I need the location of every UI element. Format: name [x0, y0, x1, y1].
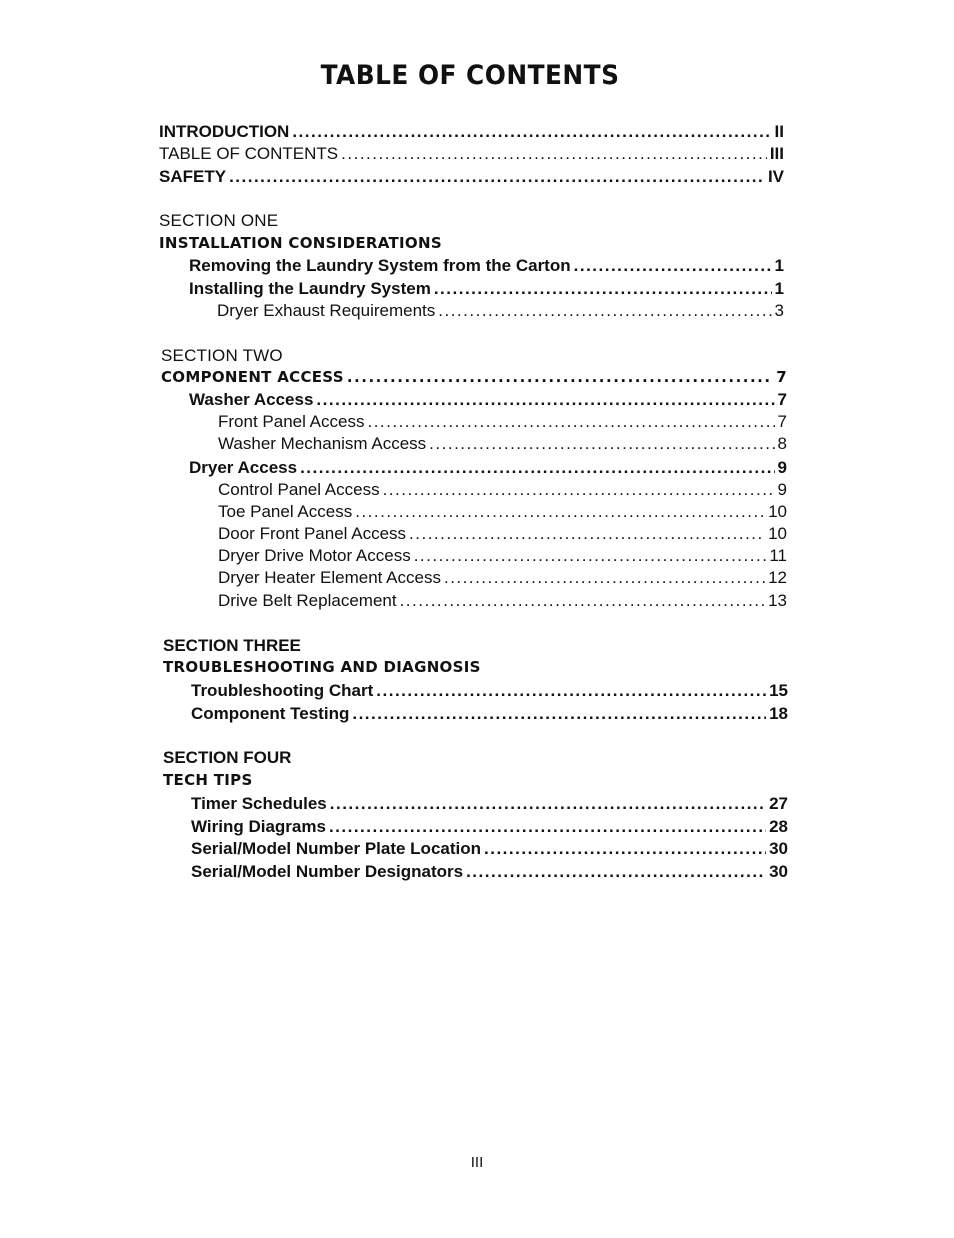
toc-entry	[218, 545, 787, 567]
toc-entry-label: Front Panel Access	[218, 412, 365, 431]
dot-leader	[229, 166, 765, 188]
toc-entry	[191, 793, 788, 815]
toc-entry-label: Removing the Laundry System from the Carton	[189, 256, 571, 275]
toc-entry	[191, 861, 788, 883]
dot-leader	[341, 143, 767, 165]
dot-leader	[352, 703, 766, 725]
toc-entry-page: 10	[768, 502, 787, 521]
toc-entry-label: Dryer Exhaust Requirements	[217, 301, 436, 320]
toc-entry-label: Timer Schedules	[191, 794, 327, 813]
toc-entry-page: 12	[768, 568, 787, 587]
toc-entry-label: Serial/Model Number Plate Location	[191, 839, 482, 858]
toc-entry	[217, 300, 784, 322]
dot-leader	[484, 838, 766, 860]
toc-entry-page: 11	[769, 546, 787, 565]
toc-entry	[189, 255, 784, 277]
dot-leader	[347, 366, 773, 388]
dot-leader	[444, 567, 765, 589]
toc-entry-page: 28	[769, 817, 788, 836]
section-heading: TROUBLESHOOTING AND DIAGNOSIS	[163, 658, 481, 676]
toc-entry-label: Washer Mechanism Access	[218, 434, 427, 453]
section-heading-row	[161, 366, 787, 388]
toc-entry-page: II	[774, 122, 784, 141]
dot-leader	[300, 457, 774, 479]
toc-entry-page: 30	[769, 862, 788, 881]
toc-entry-label: Dryer Drive Motor Access	[218, 546, 411, 565]
toc-entry	[218, 411, 787, 433]
toc-entry-introduction	[159, 121, 784, 143]
dot-leader	[409, 523, 765, 545]
dot-leader	[316, 389, 774, 411]
dot-leader	[438, 300, 771, 322]
dot-leader	[434, 278, 772, 300]
dot-leader	[429, 433, 774, 455]
toc-entry-page: 3	[774, 301, 784, 320]
toc-entry-label: INTRODUCTION	[159, 122, 290, 141]
section-label: SECTION TWO	[161, 346, 283, 365]
toc-entry	[218, 590, 787, 612]
dot-leader	[367, 411, 774, 433]
dot-leader	[355, 501, 765, 523]
toc-entry-page: 10	[768, 524, 787, 543]
toc-entry-page: 8	[777, 434, 787, 453]
toc-entry-page: IV	[767, 167, 784, 186]
toc-entry-page: 15	[769, 681, 788, 700]
toc-entry-label: Dryer Heater Element Access	[218, 568, 441, 587]
section-heading: COMPONENT ACCESS	[161, 368, 344, 386]
page-title: TABLE OF CONTENTS	[320, 60, 620, 91]
section-heading: INSTALLATION CONSIDERATIONS	[159, 234, 442, 252]
toc-entry	[191, 703, 788, 725]
toc-entry-page: 18	[769, 704, 788, 723]
dot-leader	[574, 255, 772, 277]
dot-leader	[330, 793, 766, 815]
toc-entry	[189, 389, 787, 411]
toc-entry-label: Door Front Panel Access	[218, 524, 407, 543]
toc-entry	[191, 838, 788, 860]
section-label: SECTION ONE	[159, 211, 279, 230]
dot-leader	[292, 121, 771, 143]
page-number: III	[470, 1154, 484, 1171]
toc-entry	[218, 567, 787, 589]
toc-entry-label: Dryer Access	[189, 458, 298, 477]
toc-entry-page: 7	[776, 368, 787, 386]
toc-entry-label: SAFETY	[159, 167, 227, 186]
toc-entry-label: Installing the Laundry System	[189, 279, 431, 298]
section-label: SECTION THREE	[163, 636, 301, 655]
dot-leader	[329, 816, 766, 838]
toc-entry	[189, 278, 784, 300]
toc-entry-page: 1	[774, 279, 784, 298]
toc-entry-page: 7	[777, 390, 787, 409]
toc-entry	[218, 479, 787, 501]
toc-entry-table-of-contents	[159, 143, 784, 165]
toc-entry-page: 7	[777, 412, 787, 431]
toc-entry	[189, 457, 787, 479]
toc-entry	[218, 501, 787, 523]
section-label: SECTION FOUR	[163, 748, 292, 767]
toc-entry-label: Wiring Diagrams	[191, 817, 326, 836]
toc-entry	[191, 680, 788, 702]
dot-leader	[414, 545, 767, 567]
toc-entry-page: 13	[768, 591, 787, 610]
section-heading: TECH TIPS	[163, 771, 253, 789]
dot-leader	[466, 861, 766, 883]
toc-entry-page: 27	[769, 794, 788, 813]
toc-entry-page: 9	[777, 458, 787, 477]
toc-entry	[218, 523, 787, 545]
toc-entry-page: 30	[769, 839, 788, 858]
toc-entry-label: Troubleshooting Chart	[191, 681, 374, 700]
toc-entry-label: Component Testing	[191, 704, 350, 723]
toc-entry-label: TABLE OF CONTENTS	[159, 144, 339, 163]
dot-leader	[376, 680, 766, 702]
toc-entry-safety	[159, 166, 784, 188]
toc-entry-label: Washer Access	[189, 390, 314, 409]
toc-entry	[218, 433, 787, 455]
toc-entry-page: III	[769, 144, 784, 163]
dot-leader	[400, 590, 766, 612]
dot-leader	[383, 479, 775, 501]
toc-entry	[191, 816, 788, 838]
toc-entry-label: Serial/Model Number Designators	[191, 862, 464, 881]
toc-entry-page: 9	[777, 480, 787, 499]
toc-entry-label: Control Panel Access	[218, 480, 380, 499]
toc-entry-label: Toe Panel Access	[218, 502, 353, 521]
toc-entry-label: Drive Belt Replacement	[218, 591, 397, 610]
toc-entry-page: 1	[774, 256, 784, 275]
